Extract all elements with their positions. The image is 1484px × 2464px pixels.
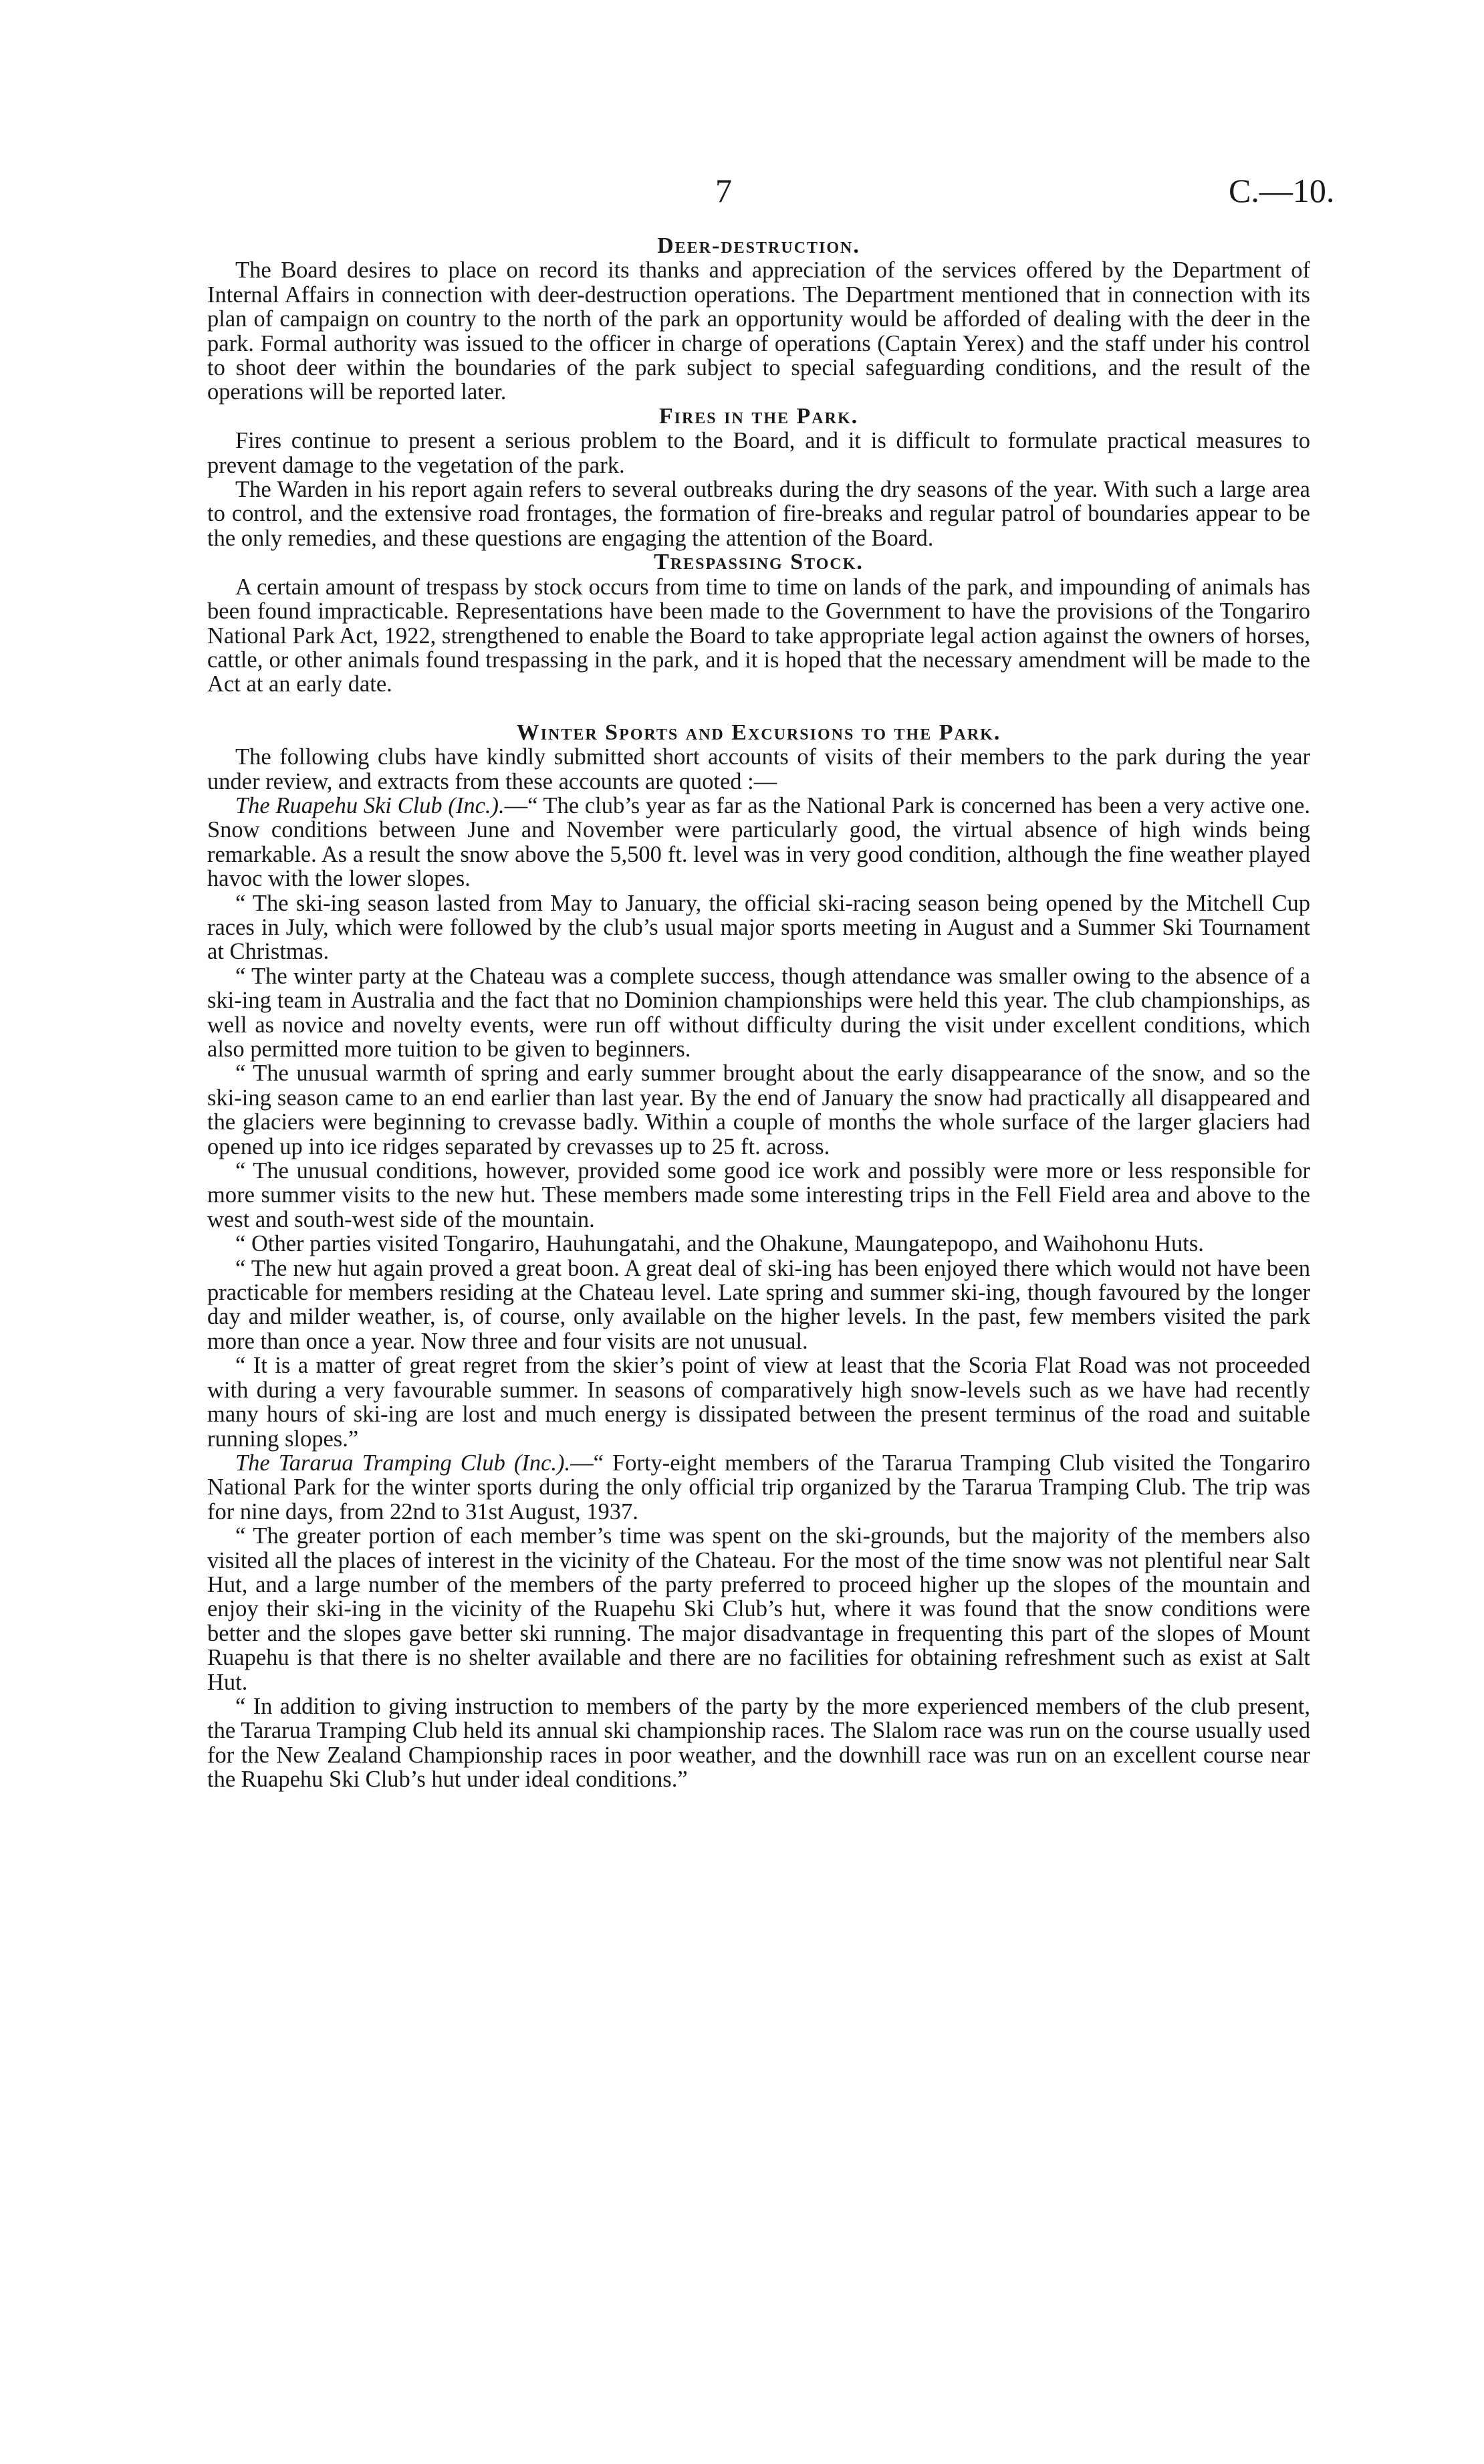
paragraph-ruapehu-4: “ The unusual warmth of spring and early summer brought about the early disappearance of the snow, and so the ski-ing season came to an end earlier than last year. By the end of January the snow had practically all disappeared and the glaciers were beginning to crevasse badly. Within a couple of months the whole surface of the larger glaciers had opened up into ice ridges separated by crevasses up to 25 ft. across.: [207, 1060, 1310, 1159]
paragraph-winter-intro: The following clubs have kindly submitted short accounts of visits of their members to the park during the year under review, and extracts from these accounts are quoted :—: [207, 744, 1310, 794]
paragraph-ruapehu-1-text: —“ The club’s year as far as the National Park is concerned has been a very active one. Snow conditions between June and November were particularly good, the virtual absence of high winds being remarkable. As a result the snow above the 5,500 ft. level was in very good condition, although the fine weather played havoc with the lower slopes.: [207, 792, 1310, 892]
paragraph-tararua-3: “ In addition to giving instruction to members of the party by the more experienced members of the club present, the Tararua Tramping Club held its annual ski championship races. The Slalom race was run on the course usually used for the New Zealand Championship races in poor weather, and the downhill race was run on an excellent course near the Ruapehu Ski Club’s hut under ideal conditions.”: [207, 1693, 1310, 1793]
paragraph-fires-2: The Warden in his report again refers to several outbreaks during the dry seasons of the year. With such a large area to control, and the extensive road frontages, the formation of fire-breaks and regular patrol of boundaries appear to be the only remedies, and these questions are engaging the attention of the Board.: [207, 477, 1310, 551]
paragraph-ruapehu-5: “ The unusual conditions, however, provided some good ice work and possibly were more or less responsible for more summer visits to the new hut. These members made some interesting trips in the Fell Field area and above to the west and south-west side of the mountain.: [207, 1158, 1310, 1232]
heading-winter-sports: Winter Sports and Excursions to the Park.: [516, 719, 1001, 745]
paragraph-ruapehu-6: “ Other parties visited Tongariro, Hauhungatahi, and the Ohakune, Maungatepopo, and Waihohonu Huts.: [235, 1231, 1204, 1257]
paragraph-tararua-2: “ The greater portion of each member’s time was spent on the ski-grounds, but the majority of the members also visited all the places of interest in the vicinity of the Chateau. For the most of the time snow was not plentiful near Salt Hut, and a large number of the members of the party preferred to proceed higher up the slopes of the mountain and enjoy their ski-ing in the vicinity of the Ruapehu Ski Club’s hut, where it was found that the snow conditions were better and the slopes gave better ski running. The major disadvantage in frequenting this part of the slopes of Mount Ruapehu is that there is no shelter available and there are no facilities for obtaining refreshment such as exist at Salt Hut.: [207, 1523, 1310, 1695]
paragraph-fires-1: Fires continue to present a serious problem to the Board, and it is difficult to formulate practical measures to prevent damage to the vegetation of the park.: [207, 428, 1310, 478]
heading-trespassing-stock: Trespassing Stock.: [654, 550, 864, 575]
paragraph-ruapehu-3: “ The winter party at the Chateau was a complete success, though attendance was smaller owing to the absence of a ski-ing team in Australia and the fact that no Dominion championships were held this year. The club championships, as well as novice and novelty events, were run off without difficulty during the visit under excellent conditions, which also permitted more tuition to be given to beginners.: [207, 963, 1310, 1062]
club-name-ruapehu: The Ruapehu Ski Club (Inc.).: [235, 792, 505, 818]
paragraph-deer-1: The Board desires to place on record its thanks and appreciation of the services offered by the Department of Internal Affairs in connection with deer-destruction operations. The Department mentioned that in connection with its plan of campaign on country to the north of the park an opportunity would be afforded of dealing with the deer in the park. Formal authority was issued to the officer in charge of operations (Captain Yerex) and the staff under his control to shoot deer within the boundaries of the park subject to special safeguarding conditions, and the result of the operations will be reported later.: [207, 257, 1310, 405]
club-name-tararua: The Tararua Tramping Club (Inc.).: [235, 1450, 571, 1476]
paragraph-ruapehu-7: “ The new hut again proved a great boon. A great deal of ski-ing has been enjoyed there which would not have been practicable for members residing at the Chateau level. Late spring and summer ski-ing, though favoured by the longer day and milder weather, is, of course, only available on the higher levels. In the past, few members visited the park more than once a year. Now three and four visits are not unusual.: [207, 1255, 1310, 1354]
heading-fires-in-the-park: Fires in the Park.: [658, 403, 859, 429]
heading-deer-destruction: Deer-destruction.: [657, 233, 860, 258]
page-number: 7: [715, 172, 732, 209]
paragraph-ruapehu-1: [207, 794, 1310, 891]
paragraph-tararua-1-text: —“ Forty-eight members of the Tararua Tramping Club visited the Tongariro National Park for the winter sports during the only official trip organized by the Tararua Tramping Club. The trip was for nine days, from 22nd to 31st August, 1937.: [207, 1450, 1310, 1525]
paragraph-ruapehu-8: “ It is a matter of great regret from the skier’s point of view at least that the Scoria Flat Road was not proceeded with during a very favourable summer. In seasons of comparatively high snow-levels such as we have had recently many hours of ski-ing are lost and much energy is dissipated between the present terminus of the road and suitable running slopes.”: [207, 1353, 1310, 1452]
document-reference: C.—10.: [1229, 172, 1335, 209]
paragraph-ruapehu-2: “ The ski-ing season lasted from May to January, the official ski-racing season being opened by the Mitchell Cup races in July, which were followed by the club’s usual major sports meeting in August and a Summer Ski Tournament at Christmas.: [207, 890, 1310, 965]
paragraph-tararua-1: [207, 1451, 1310, 1524]
paragraph-trespass-1: A certain amount of trespass by stock occurs from time to time on lands of the park, and impounding of animals has been found impracticable. Representations have been made to the Government to have the provisions of the Tongariro National Park Act, 1922, strengthened to enable the Board to take appropriate legal action against the owners of horses, cattle, or other animals found trespassing in the park, and it is hoped that the necessary amendment will be made to the Act at an early date.: [207, 574, 1310, 697]
page-body: [207, 234, 1310, 1792]
